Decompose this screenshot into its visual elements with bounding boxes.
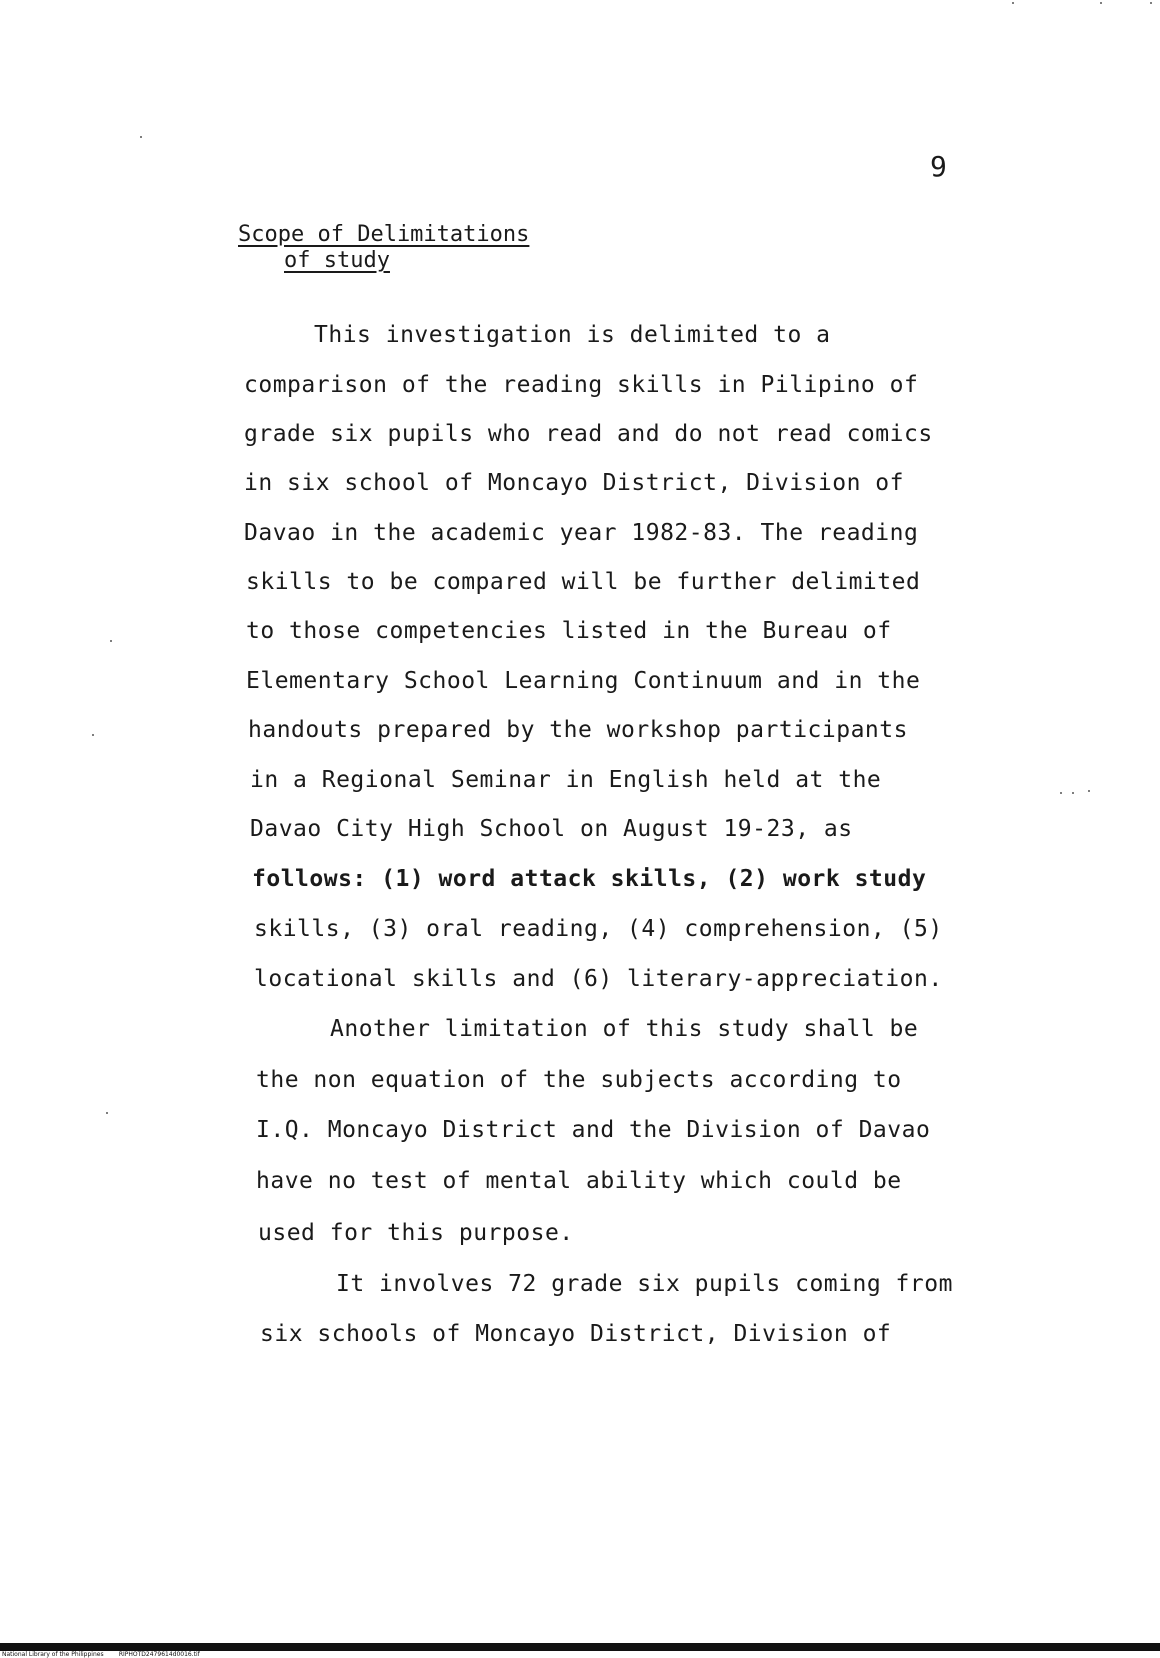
text-line: skills, (3) oral reading, (4) comprehension, (5) xyxy=(254,916,943,942)
text-line: to those competencies listed in the Bureau of xyxy=(246,618,892,644)
page-number: 9 xyxy=(930,150,947,183)
scan-speck xyxy=(1072,792,1074,794)
scan-speck xyxy=(110,640,112,642)
text-line: skills to be compared will be further delimited xyxy=(246,569,921,595)
scan-speck xyxy=(1150,2,1152,4)
scan-speck xyxy=(92,734,94,736)
text-line: I.Q. Moncayo District and the Division of Davao xyxy=(256,1117,931,1143)
text-line: six schools of Moncayo District, Division of xyxy=(260,1321,892,1347)
text-line: comparison of the reading skills in Pilipino of xyxy=(244,372,919,398)
text-line: in six school of Moncayo District, Division of xyxy=(244,470,904,496)
text-line: It involves 72 grade six pupils coming from xyxy=(336,1271,953,1297)
scan-speck xyxy=(1012,2,1014,4)
footer-source: National Library of the Philippines xyxy=(2,1651,104,1658)
scan-speck xyxy=(1100,2,1102,4)
text-line: Davao in the academic year 1982-83. The reading xyxy=(244,520,919,546)
scan-footer-label xyxy=(2,1651,200,1658)
scan-speck xyxy=(106,1112,108,1114)
text-line: have no test of mental ability which could be xyxy=(256,1168,902,1194)
text-line: Davao City High School on August 19-23, as xyxy=(250,816,853,842)
text-line: Another limitation of this study shall be xyxy=(330,1016,919,1042)
text-line: Elementary School Learning Continuum and in the xyxy=(246,668,921,694)
text-line: handouts prepared by the workshop participants xyxy=(248,717,908,743)
text-line: follows: (1) word attack skills, (2) work study xyxy=(252,866,927,892)
section-heading xyxy=(238,222,529,274)
heading-line-1: Scope of Delimitations xyxy=(238,222,530,247)
footer-filename: RIPHOTD2479614d0016.tif xyxy=(118,1651,200,1658)
scan-speck xyxy=(140,136,142,138)
scan-speck xyxy=(1088,790,1090,792)
text-line: in a Regional Seminar in English held at the xyxy=(250,767,882,793)
text-line: the non equation of the subjects according to xyxy=(256,1067,902,1093)
text-line: This investigation is delimited to a xyxy=(314,322,831,348)
text-line: grade six pupils who read and do not read comics xyxy=(244,421,933,447)
text-line: used for this purpose. xyxy=(258,1220,574,1246)
heading-line-2: of study xyxy=(284,248,390,273)
text-line: locational skills and (6) literary-appreciation. xyxy=(254,966,943,992)
scan-footer-bar xyxy=(0,1643,1160,1651)
scan-speck xyxy=(1060,792,1062,794)
